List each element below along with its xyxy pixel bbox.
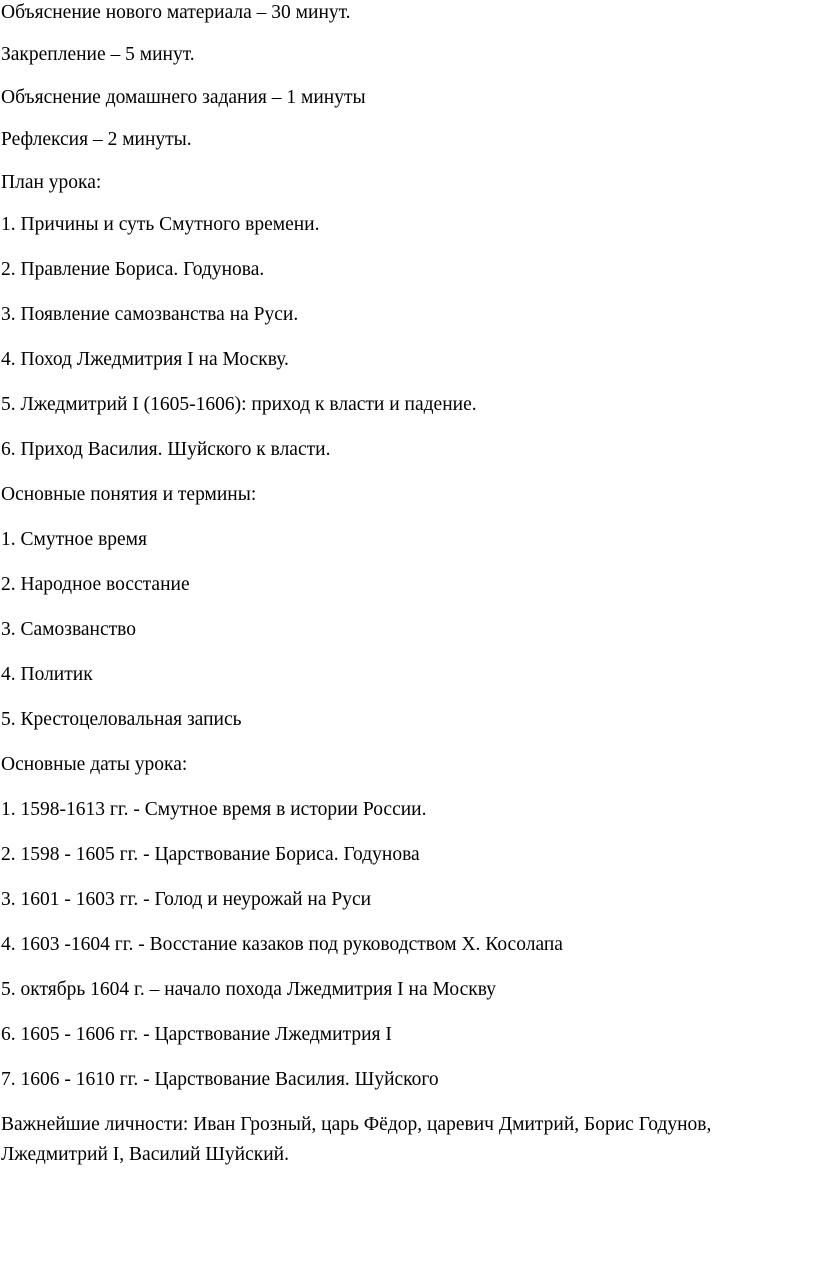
- plan-item: 2. Правление Бориса. Годунова.: [1, 259, 265, 280]
- dates-item: 5. октябрь 1604 г. – начало похода Лжедмитрия I на Москву: [1, 979, 497, 1000]
- plan-item: 6. Приход Василия. Шуйского к власти.: [1, 439, 331, 460]
- dates-item: 6. 1605 - 1606 гг. - Царствование Лжедмитрия I: [1, 1024, 392, 1045]
- personalities-paragraph: Важнейшие личности: Иван Грозный, царь Фёдор, царевич Дмитрий, Борис Годунов, Лжедмитрий I, Василий Шуйский.: [1, 1114, 712, 1165]
- terms-item: 4. Политик: [1, 664, 93, 685]
- plan-item: 3. Появление самозванства на Руси.: [1, 304, 299, 325]
- schedule-line-homework: Объяснение домашнего задания – 1 минуты: [1, 87, 366, 108]
- plan-item: 4. Поход Лжедмитрия I на Москву.: [1, 349, 289, 370]
- schedule-line-explanation: Объяснение нового материала – 30 минут.: [1, 2, 351, 23]
- dates-item: 3. 1601 - 1603 гг. - Голод и неурожай на Руси: [1, 889, 372, 910]
- plan-item: 1. Причины и суть Смутного времени.: [1, 214, 320, 235]
- schedule-line-reflection: Рефлексия – 2 минуты.: [1, 129, 192, 150]
- terms-heading: Основные понятия и термины:: [1, 484, 257, 505]
- dates-item: 2. 1598 - 1605 гг. - Царствование Бориса. Годунова: [1, 844, 420, 865]
- terms-item: 3. Самозванство: [1, 619, 136, 640]
- terms-item: 1. Смутное время: [1, 529, 147, 550]
- schedule-line-consolidation: Закрепление – 5 минут.: [1, 44, 195, 65]
- terms-item: 5. Крестоцеловальная запись: [1, 709, 242, 730]
- dates-item: 1. 1598-1613 гг. - Смутное время в истории России.: [1, 799, 427, 820]
- dates-heading: Основные даты урока:: [1, 754, 188, 775]
- dates-item: 7. 1606 - 1610 гг. - Царствование Василия. Шуйского: [1, 1069, 439, 1090]
- dates-item: 4. 1603 -1604 гг. - Восстание казаков под руководством Х. Косолапа: [1, 934, 563, 955]
- plan-heading: План урока:: [1, 172, 102, 193]
- plan-item: 5. Лжедмитрий I (1605-1606): приход к власти и падение.: [1, 394, 477, 415]
- terms-item: 2. Народное восстание: [1, 574, 190, 595]
